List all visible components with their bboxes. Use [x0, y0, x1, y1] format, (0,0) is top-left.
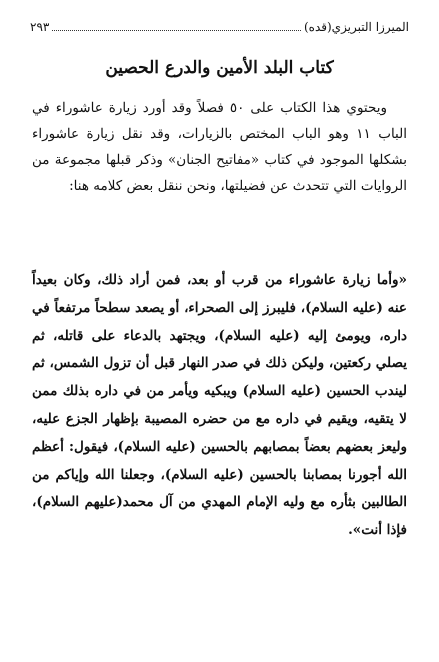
- running-title: الميرزا التبريزي(قده): [303, 20, 409, 34]
- chapter-title: كتاب البلد الأمين والدرع الحصين: [105, 58, 334, 78]
- page-header: [30, 14, 409, 34]
- intro-paragraph: ويحتوي هذا الكتاب على ٥٠ فصلاً وقد أورد زيارة عاشوراء في الباب ١١ وهو الباب المختص بالزيارات، وقد نقل زيارة عاشوراء بشكلها الموجود في كتاب «مفاتيح الجنان» وذكر قبلها مجموعة من الروايات التي تتحدث عن فضيلتها، ونحن ننقل بعض كلامه هنا:: [32, 100, 407, 194]
- quoted-passage: «وأما زيارة عاشوراء من قرب أو بعد، فمن أراد ذلك، وكان بعيداً عنه (عليه السلام)، فليبرز إلى الصحراء، أو يصعد سطحاً مرتفعاً في داره، ويومئ إليه (عليه السلام)، ويجتهد بالدعاء على قاتله، ثم يصلي ركعتين، وليكن ذلك في صدر النهار قبل أن تزول الشمس، ثم ليندب الحسين (عليه السلام) ويبكيه ويأمر من في داره بذلك ممن لا يتقيه، ويقيم في داره مع من حضره المصيبة بإظهار الجزع عليه، وليعز بعضهم بعضاً بمصابهم بالحسين (عليه السلام)، فيقول: أعظم الله أجورنا بمصابنا بالحسين (عليه السلام)، وجعلنا الله وإياكم من الطالبين بثأره مع وليه الإمام المهدي من آل محمد(عليهم السلام)، فإذا أنت».: [32, 272, 407, 539]
- page-number: ٢٩٣: [30, 20, 50, 34]
- header-dot-leader: [52, 30, 301, 31]
